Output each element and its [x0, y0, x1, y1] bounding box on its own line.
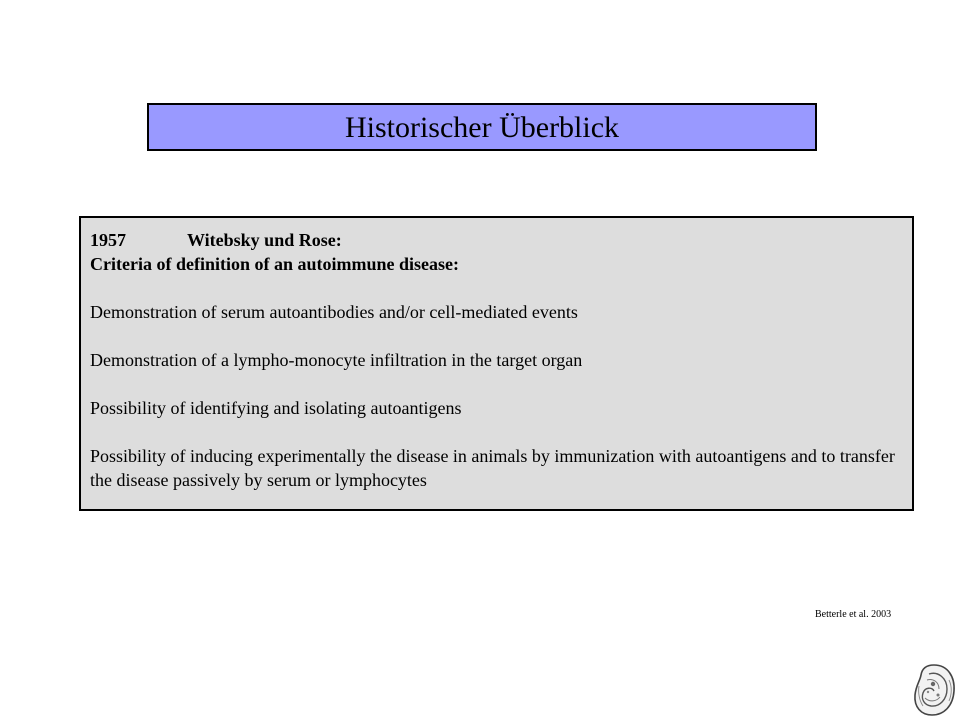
year-label: 1957: [90, 230, 126, 250]
spacer: [90, 372, 902, 396]
spacer: [90, 324, 902, 348]
criterion-item: Possibility of inducing experimentally the disease in animals by immunization with autoantigens and to transfer the disease passively by serum or lymphocytes: [90, 446, 895, 490]
criterion-item: Demonstration of a lympho-monocyte infiltration in the target organ: [90, 350, 583, 370]
criterion-item: Demonstration of serum autoantibodies and/or cell-mediated events: [90, 302, 578, 322]
spacer: [90, 420, 902, 444]
criterion-item: Possibility of identifying and isolating autoantigens: [90, 398, 462, 418]
title-box: [147, 103, 817, 151]
criteria-box: [79, 216, 914, 511]
spacer: [90, 276, 902, 300]
citation: Betterle et al. 2003: [815, 609, 892, 620]
authors-label: Witebsky und Rose:: [187, 230, 342, 250]
slide-title: Historischer Überblick: [344, 111, 620, 144]
criteria-subheading: Criteria of definition of an autoimmune disease:: [90, 254, 459, 274]
embryo-logo-icon: [911, 662, 957, 718]
criteria-heading: [90, 228, 902, 252]
